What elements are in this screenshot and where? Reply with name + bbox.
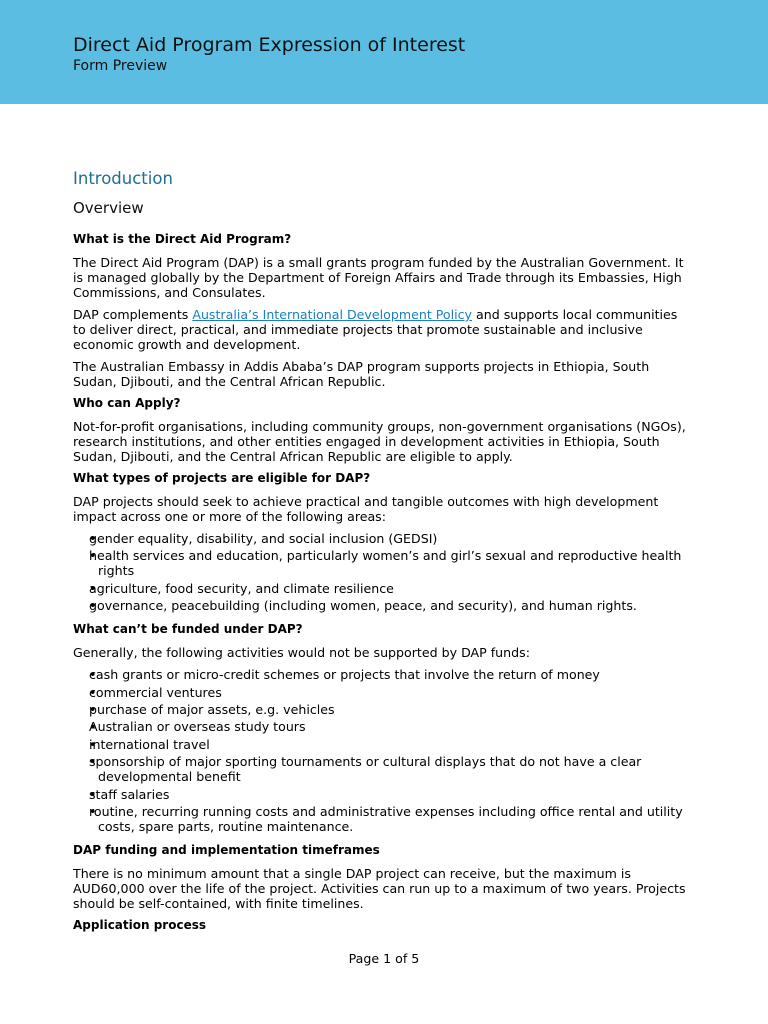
paragraph-embassy-countries: The Australian Embassy in Addis Ababa’s DAP program supports projects in Ethiopia, South Sudan, Djibouti, and the Central African Republic. xyxy=(73,359,650,389)
paragraph-dap-description: The Direct Aid Program (DAP) is a small grants program funded by the Australian Government. It is managed globally by the Department of Foreign Affairs and Trade through its Embassies, High Commissions, and Consulates. xyxy=(73,255,684,300)
paragraph-eligible-organisations: Not-for-profit organisations, including community groups, non-government organisations (NGOs), research institutions, and other entities engaged in development activities in Ethiopia, South Sudan, Djibouti, and the Central African Republic are eligible to apply. xyxy=(73,419,686,464)
paragraph-not-funded-intro: Generally, the following activities would not be supported by DAP funds: xyxy=(73,645,530,661)
header-banner xyxy=(0,0,768,104)
list-item: • purchase of major assets, e.g. vehicles xyxy=(73,702,693,717)
section-title: Introduction xyxy=(73,169,173,188)
subsection-title: Overview xyxy=(73,199,144,217)
excluded-activities-list xyxy=(73,667,693,834)
list-item: • staff salaries xyxy=(73,787,693,802)
list-item: • gender equality, disability, and social inclusion (GEDSI) xyxy=(73,531,693,546)
list-item: • health services and education, particularly women’s and girl’s sexual and reproductive health rights xyxy=(73,548,693,578)
text-before-link: DAP complements xyxy=(73,307,193,322)
list-item: • international travel xyxy=(73,737,693,752)
question-application-process: Application process xyxy=(73,917,207,932)
paragraph-dap-complements xyxy=(73,307,693,352)
development-policy-link[interactable]: Australia’s International Development Policy xyxy=(192,307,472,322)
list-item: • agriculture, food security, and climate resilience xyxy=(73,581,693,596)
text-after-link: and supports local communities to deliver direct, practical, and immediate projects that promote sustainable and inclusive economic growth and development. xyxy=(73,307,678,352)
question-not-funded: What can’t be funded under DAP? xyxy=(73,622,303,637)
page-subtitle: Form Preview xyxy=(73,58,168,74)
question-funding-timeframes: DAP funding and implementation timeframes xyxy=(73,842,380,857)
list-item: • Australian or overseas study tours xyxy=(73,719,693,734)
list-item: • commercial ventures xyxy=(73,685,693,700)
form-content xyxy=(73,168,693,941)
list-item: • governance, peacebuilding (including women, peace, and security), and human rights. xyxy=(73,598,693,613)
page-number: Page 1 of 5 xyxy=(348,951,420,966)
question-eligible-projects: What types of projects are eligible for DAP? xyxy=(73,471,371,485)
list-item: • cash grants or micro-credit schemes or projects that involve the return of money xyxy=(73,667,693,682)
question-who-can-apply: Who can Apply? xyxy=(73,396,181,410)
page-title: Direct Aid Program Expression of Interest xyxy=(73,34,466,56)
question-what-is-dap: What is the Direct Aid Program? xyxy=(73,232,292,246)
eligible-areas-list xyxy=(73,531,693,613)
list-item: • sponsorship of major sporting tournaments or cultural displays that do not have a clear developmental benefit xyxy=(73,754,693,784)
list-item: • routine, recurring running costs and administrative expenses including office rental and utility costs, spare parts, routine maintenance. xyxy=(73,804,693,834)
paragraph-eligible-intro: DAP projects should seek to achieve practical and tangible outcomes with high development impact across one or more of the following areas: xyxy=(73,494,659,524)
paragraph-funding-limits: There is no minimum amount that a single DAP project can receive, but the maximum is AUD60,000 over the life of the project. Activities can run up to a maximum of two years. Projects should be self-contained, with finite timelines. xyxy=(73,865,686,911)
